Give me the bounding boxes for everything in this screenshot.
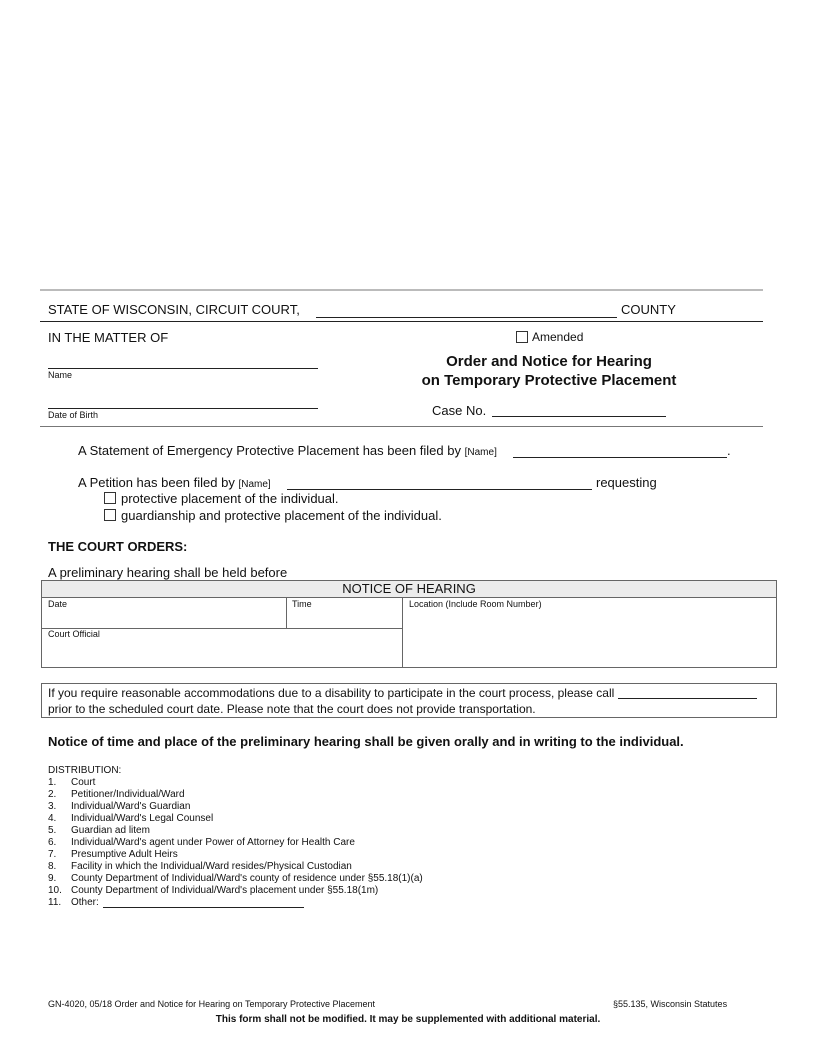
county-label: COUNTY xyxy=(621,302,676,317)
item-label: Other: xyxy=(71,897,99,908)
distribution-item xyxy=(48,861,423,873)
statement-name-field[interactable] xyxy=(513,457,727,458)
distribution-item xyxy=(48,825,423,837)
distribution-list xyxy=(48,765,423,909)
distribution-item xyxy=(48,849,423,861)
item-label: Individual/Ward's agent under Power of Attorney for Health Care xyxy=(71,837,355,848)
dob-field[interactable] xyxy=(48,408,318,409)
footer-notice: This form shall not be modified. It may be supplemented with additional material. xyxy=(215,1014,601,1025)
amended-label: Amended xyxy=(532,330,584,344)
divider xyxy=(40,426,763,427)
case-no-label: Case No. xyxy=(432,403,487,418)
item-number: 6. xyxy=(48,837,57,848)
item-number: 8. xyxy=(48,861,57,872)
item-number: 1. xyxy=(48,777,57,788)
form-title-line2: on Temporary Protective Placement xyxy=(421,372,677,389)
court-label: STATE OF WISCONSIN, CIRCUIT COURT, xyxy=(48,302,300,317)
preliminary-text: A preliminary hearing shall be held before xyxy=(48,565,288,580)
item-label: Presumptive Adult Heirs xyxy=(71,849,178,860)
orders-heading: THE COURT ORDERS: xyxy=(48,539,188,554)
phone-field[interactable] xyxy=(618,698,757,699)
item-number: 11. xyxy=(48,897,62,908)
name-field[interactable] xyxy=(48,368,318,369)
distribution-item xyxy=(48,897,423,909)
item-label: Individual/Ward's Guardian xyxy=(71,801,191,812)
period: . xyxy=(727,443,731,458)
form-title-line1: Order and Notice for Hearing xyxy=(446,353,652,370)
distribution-item xyxy=(48,813,423,825)
date-field[interactable]: Date xyxy=(48,599,68,609)
dob-label: Date of Birth xyxy=(48,410,99,420)
item-number: 7. xyxy=(48,849,57,860)
item-number: 9. xyxy=(48,873,57,884)
item-number: 10. xyxy=(48,885,62,896)
county-field[interactable] xyxy=(316,317,617,318)
distribution-item xyxy=(48,873,423,885)
distribution-item xyxy=(48,777,423,789)
item-number: 4. xyxy=(48,813,57,824)
cell-divider xyxy=(402,598,403,667)
divider xyxy=(40,321,763,322)
case-no-field[interactable] xyxy=(492,416,666,417)
option2-checkbox[interactable] xyxy=(104,509,116,521)
top-divider xyxy=(40,289,763,291)
item-label: Petitioner/Individual/Ward xyxy=(71,789,185,800)
amended-checkbox[interactable] xyxy=(516,331,528,343)
item-number: 3. xyxy=(48,801,57,812)
option1-checkbox[interactable] xyxy=(104,492,116,504)
statement-text: A Statement of Emergency Protective Placement has been filed by [Name] xyxy=(78,443,497,458)
distribution-item xyxy=(48,801,423,813)
item-label: Facility in which the Individual/Ward resides/Physical Custodian xyxy=(71,861,352,872)
matter-label: IN THE MATTER OF xyxy=(48,330,169,345)
accommodation-line1: If you require reasonable accommodations due to a disability to participate in the court process, please call xyxy=(48,686,615,700)
petition-text: A Petition has been filed by [Name] xyxy=(78,475,271,490)
item-label: County Department of Individual/Ward's county of residence under §55.18(1)(a) xyxy=(71,873,423,884)
distribution-item xyxy=(48,885,423,897)
form-id: GN-4020, 05/18 Order and Notice for Hearing on Temporary Protective Placement xyxy=(48,999,375,1009)
notice-table-title: NOTICE OF HEARING xyxy=(42,581,776,598)
item-label: Guardian ad litem xyxy=(71,825,150,836)
distribution-heading: DISTRIBUTION: xyxy=(48,765,122,776)
item-label: Court xyxy=(71,777,96,788)
location-field[interactable]: Location (Include Room Number) xyxy=(409,599,542,609)
petition-name-field[interactable] xyxy=(287,489,592,490)
requesting-label: requesting xyxy=(596,475,657,490)
court-official-field[interactable]: Court Official xyxy=(48,629,100,639)
name-label: Name xyxy=(48,370,73,380)
accommodation-line2: prior to the scheduled court date. Please note that the court does not provide transportation. xyxy=(48,702,536,716)
item-number: 2. xyxy=(48,789,57,800)
distribution-item xyxy=(48,789,423,801)
time-field[interactable]: Time xyxy=(292,599,312,609)
cell-divider xyxy=(286,598,287,628)
option1-label: protective placement of the individual. xyxy=(121,491,339,506)
item-label: County Department of Individual/Ward's placement under §55.18(1m) xyxy=(71,885,379,896)
option2-label: guardianship and protective placement of the individual. xyxy=(121,508,442,523)
item-label: Individual/Ward's Legal Counsel xyxy=(71,813,214,824)
item-number: 5. xyxy=(48,825,57,836)
distribution-item xyxy=(48,837,423,849)
other-field[interactable] xyxy=(103,897,304,908)
notice-statement: Notice of time and place of the preliminary hearing shall be given orally and in writing to the individual. xyxy=(48,734,684,749)
statute: §55.135, Wisconsin Statutes xyxy=(613,999,728,1009)
